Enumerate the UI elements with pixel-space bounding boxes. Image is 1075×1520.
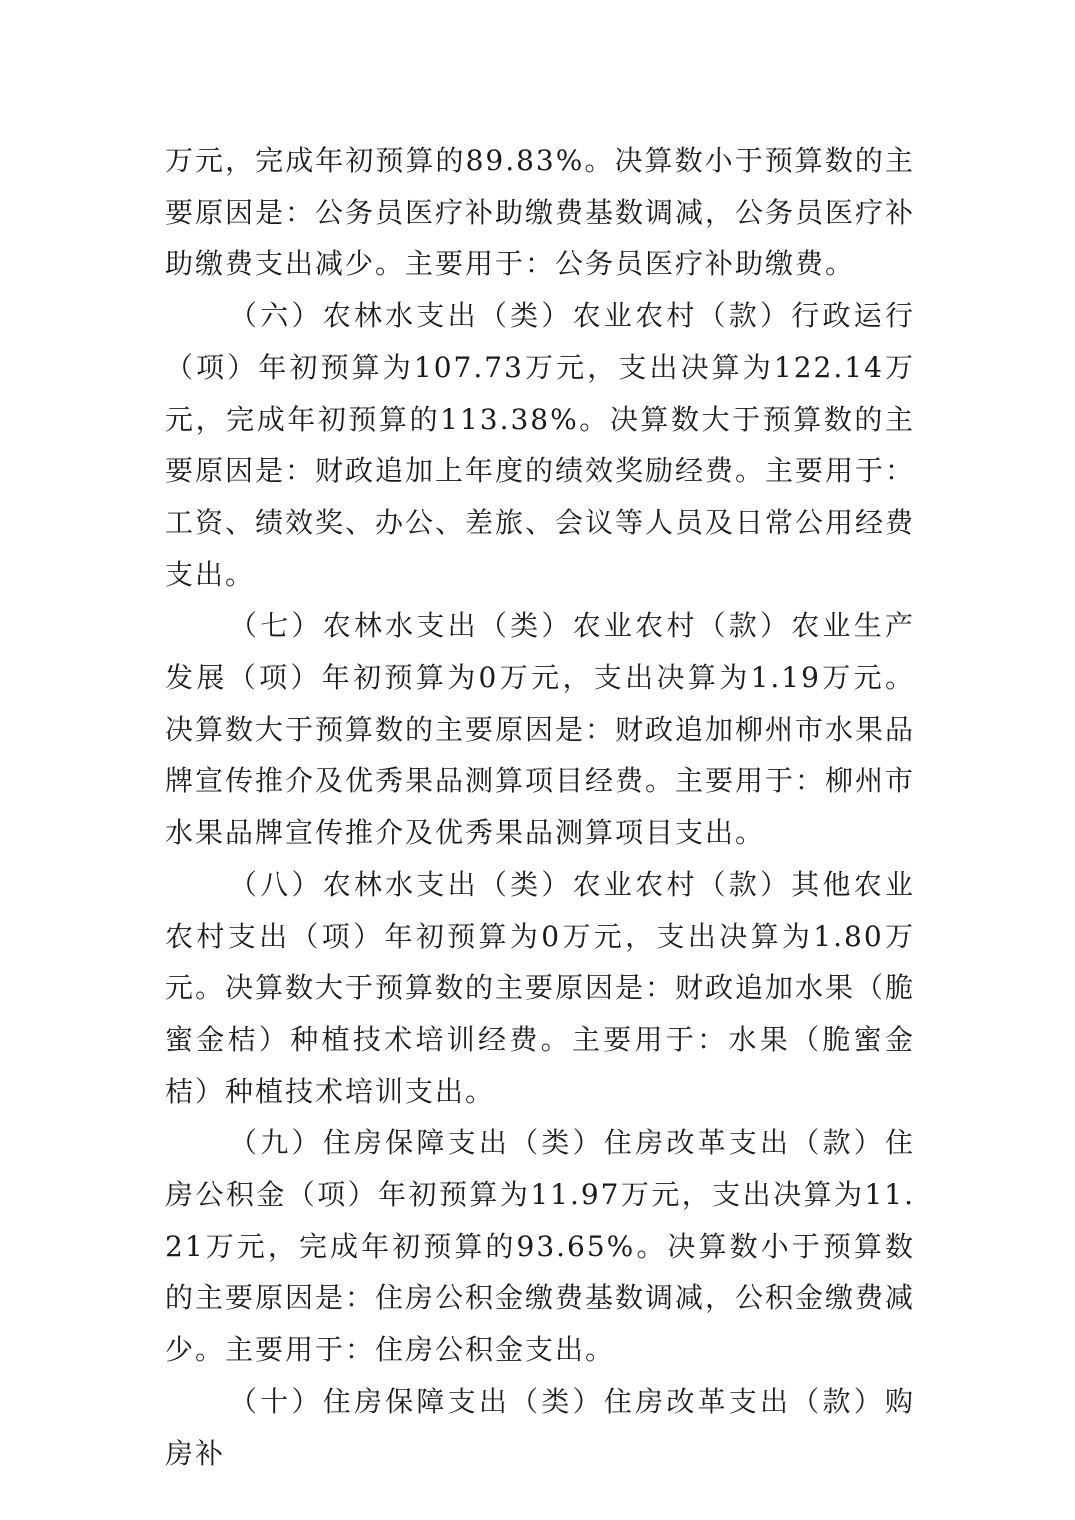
paragraph-item-10: （十）住房保障支出（类）住房改革支出（款）购房补 [165, 1384, 915, 1470]
paragraph-item-7: （七）农林水支出（类）农业农村（款）农业生产发展（项）年初预算为0万元，支出决算为1.19万元。决算数大于预算数的主要原因是：财政追加柳州市水果品牌宣传推介及优秀果品测算项目经费。主要用于：柳州市水果品牌宣传推介及优秀果品测算项目支出。 [165, 609, 916, 850]
paragraph-continuation: 万元，完成年初预算的89.83%。决算数小于预算数的主要原因是：公务员医疗补助缴费基数调减，公务员医疗补助缴费支出减少。主要用于：公务员医疗补助缴费。 [165, 144, 916, 281]
paragraph-item-6: （六）农林水支出（类）农业农村（款）行政运行（项）年初预算为107.73万元，支出决算为122.14万元，完成年初预算的113.38%。决算数大于预算数的主要原因是：财政追加上年度的绩效奖励经费。主要用于：工资、绩效奖、办公、差旅、会议等人员及日常公用经费支出。 [165, 299, 916, 591]
paragraph-item-9: （九）住房保障支出（类）住房改革支出（款）住房公积金（项）年初预算为11.97万元，支出决算为11.21万元，完成年初预算的93.65%。决算数小于预算数的主要原因是：住房公积金缴费基数调减，公积金缴费减少。主要用于：住房公积金支出。 [165, 1126, 916, 1367]
document-body [165, 135, 915, 1479]
paragraph-item-8: （八）农林水支出（类）农业农村（款）其他农业农村支出（项）年初预算为0万元，支出决算为1.80万元。决算数大于预算数的主要原因是：财政追加水果（脆蜜金桔）种植技术培训经费。主要用于：水果（脆蜜金桔）种植技术培训支出。 [165, 867, 916, 1108]
